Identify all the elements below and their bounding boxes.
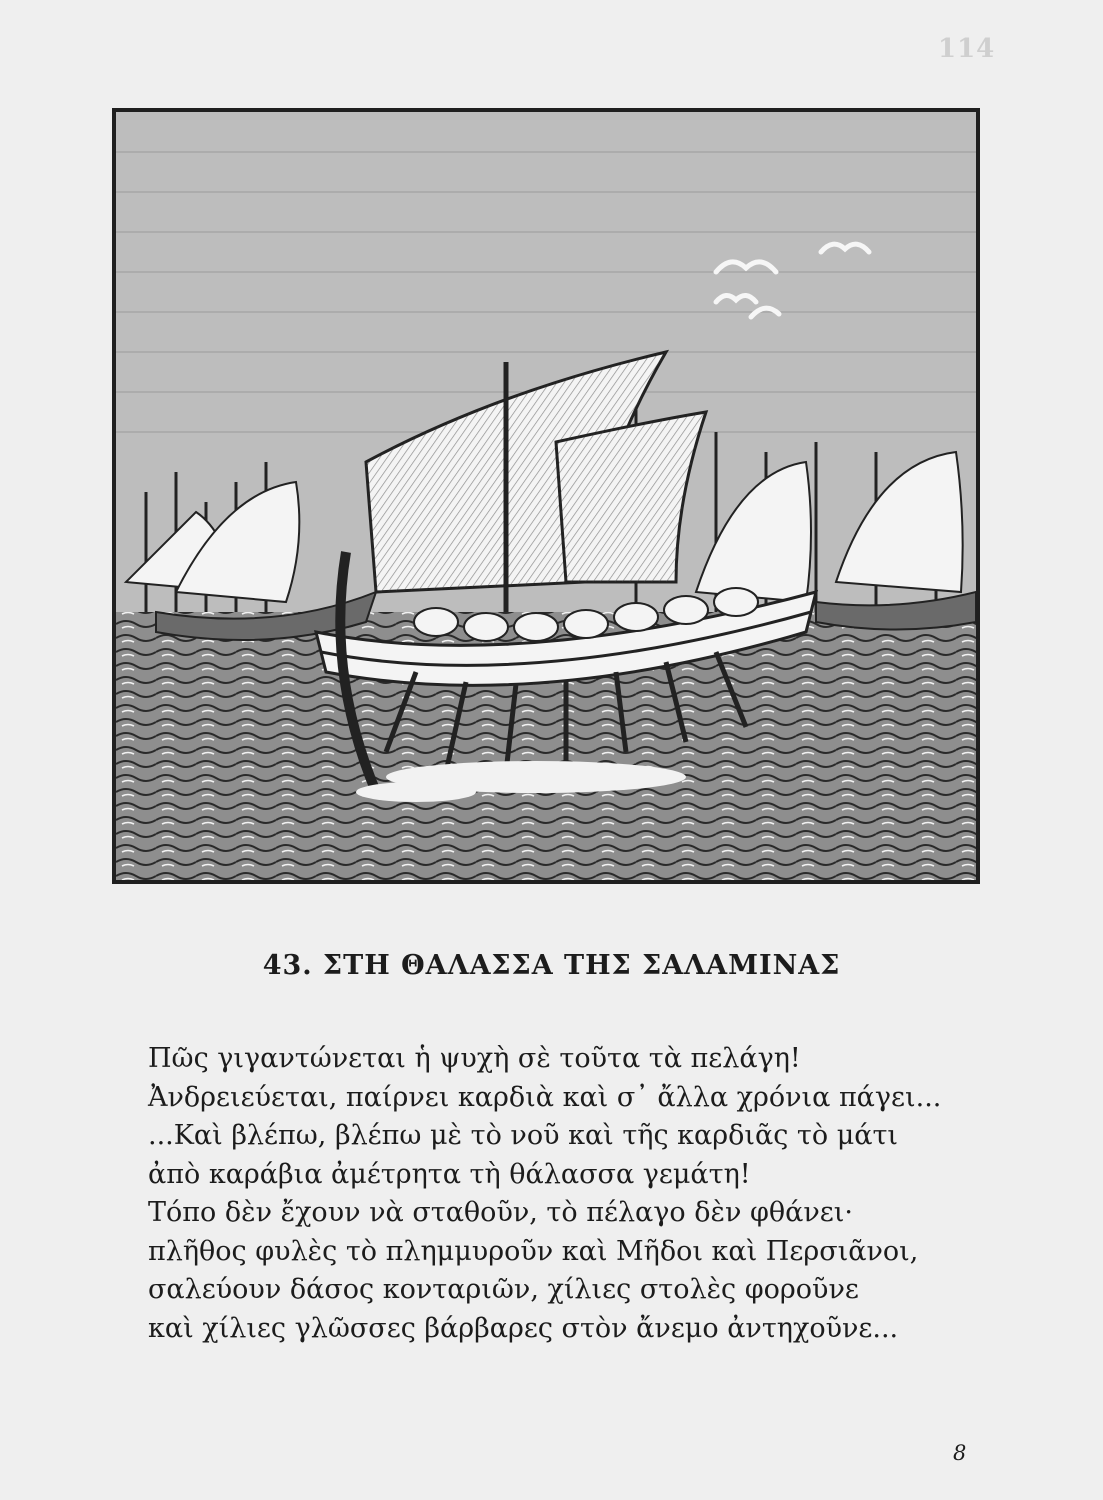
signature-number: 8 <box>953 1441 967 1465</box>
poem-line: ἀπὸ καράβια ἀμέτρητα τὴ θάλασσα γεμάτη! <box>148 1158 751 1190</box>
woodcut-scene <box>116 112 976 880</box>
chapter-title: 43. ΣΤΗ ΘΑΛΑΣΣΑ ΤΗΣ ΣΑΛΑΜΙΝΑΣ <box>262 950 841 981</box>
faint-page-number: 114 <box>938 34 996 64</box>
poem-line: Τόπο δὲν ἔχουν νὰ σταθοῦν, τὸ πέλαγο δὲν φθάνει· <box>148 1197 853 1228</box>
poem-line: πλῆθος φυλὲς τὸ πλημμυροῦν καὶ Μῆδοι καὶ Περσιᾶνοι, <box>148 1235 919 1267</box>
poem-line: Ἀνδρειεύεται, παίρνει καρδιὰ καὶ σ᾽ ἄλλα χρόνια πάγει... <box>148 1081 942 1113</box>
poem-line: Πῶς γιγαντώνεται ἡ ψυχὴ σὲ τοῦτα τὰ πελάγη! <box>148 1043 801 1074</box>
ship-illustration <box>112 108 980 884</box>
poem-line: σαλεύουν δάσος κονταριῶν, χίλιες στολὲς φοροῦνε <box>148 1274 859 1305</box>
poem-line: ...Καὶ βλέπω, βλέπω μὲ τὸ νοῦ καὶ τῆς καρδιᾶς τὸ μάτι <box>148 1120 899 1151</box>
poem <box>148 1040 978 1348</box>
poem-line: καὶ χίλιες γλῶσσες βάρβαρες στὸν ἄνεμο ἀντηχοῦνε... <box>148 1312 899 1344</box>
